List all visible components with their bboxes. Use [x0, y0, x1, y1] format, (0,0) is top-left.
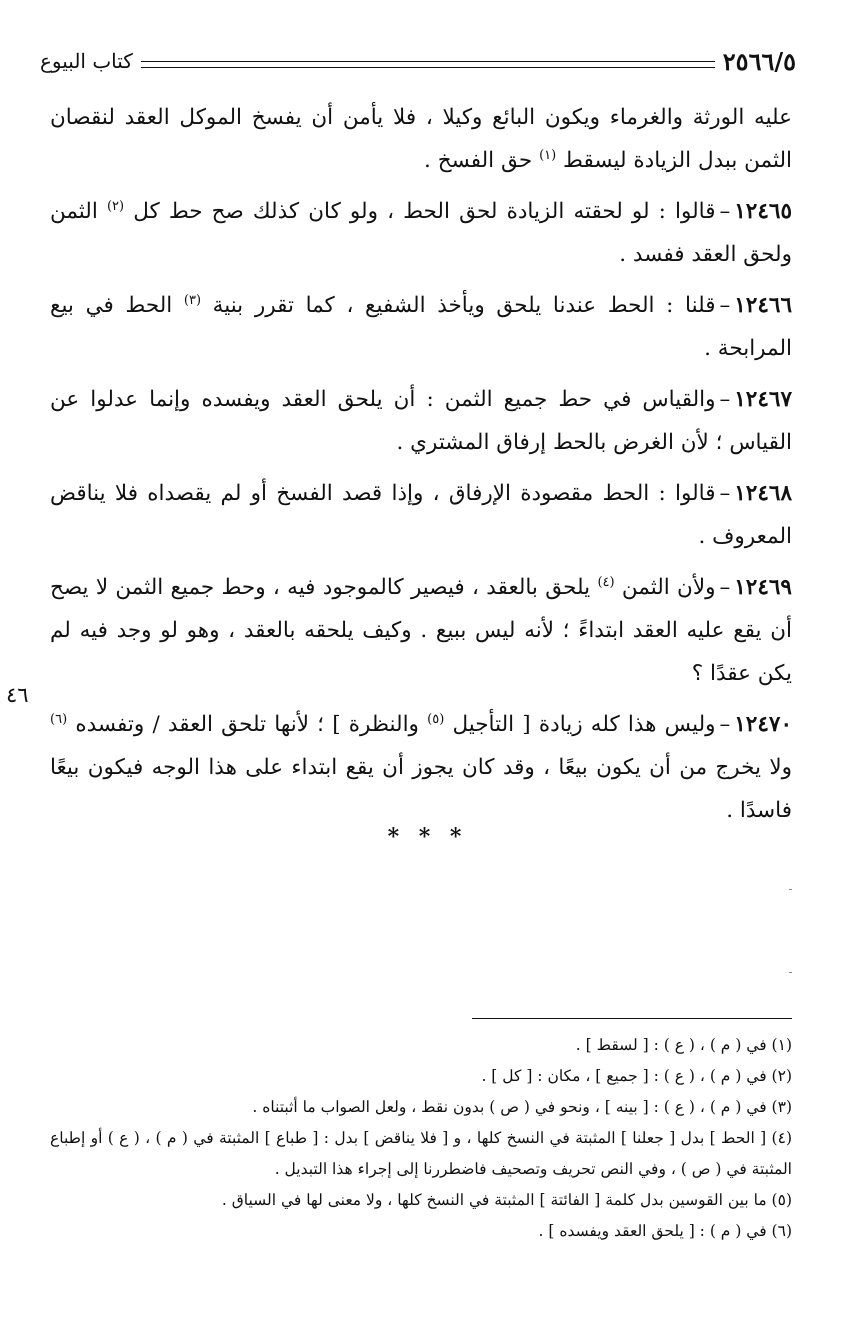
page-header [40, 44, 796, 78]
paragraph-number: ١٢٤٦٥ [734, 199, 792, 224]
paragraph [50, 566, 792, 695]
paragraph-text: وليس هذا كله زيادة [ التأجيل [444, 712, 716, 737]
footnote-reference: (٣) [183, 292, 202, 308]
running-title: كتاب البيوع [40, 49, 133, 73]
paragraph-text: قلنا : الحط عندنا يلحق ويأخذ الشفيع ، كما تقرر بنية [201, 293, 716, 318]
paragraph-text: والنظرة ] ؛ لأنها تلحق العقد / وتفسده [67, 712, 428, 737]
paragraph [50, 284, 792, 370]
footnote-reference: (٥) [427, 711, 445, 727]
paragraph-text: عليه الورثة والغرماء ويكون البائع وكيلا ، فلا يأمن أن يفسخ الموكل العقد لنقصان الثمن ببدل الزيادة ليسقط [50, 105, 792, 173]
number-dash: – [719, 481, 731, 506]
number-dash: – [719, 575, 731, 600]
number-dash: – [719, 199, 731, 224]
paragraph-number: ١٢٤٦٧ [734, 387, 792, 412]
paragraph [50, 96, 792, 182]
footnote-reference: (٤) [597, 574, 615, 590]
margin-tick [789, 972, 792, 973]
paragraph-text: قالوا : لو لحقته الزيادة لحق الحط ، ولو كان كذلك صح حط كل [124, 199, 716, 224]
footnote: (٦) في ( م ) : [ يلحق العقد ويفسده ] . [538, 1222, 792, 1240]
paragraph-text: والقياس في حط جميع الثمن : أن يلحق العقد ويفسده وإنما عدلوا عن القياس ؛ لأن الغرض بالحط إرفاق المشتري . [50, 387, 792, 455]
paragraph-text: قالوا : الحط مقصودة الإرفاق ، وإذا قصد الفسخ أو لم يقصداه فلا يناقض المعروف . [50, 481, 792, 549]
paragraph-text: الحط في بيع المرابحة . [50, 293, 792, 361]
number-dash: – [719, 712, 731, 737]
footnote: (٤) [ الحط ] بدل [ جعلنا ] المثبتة في النسخ كلها ، و [ فلا يناقض ] بدل : [ طباع ] المثبتة في ( م ) ، ( ع ) أو إطباع المثبتة في ( ص ) ، وفي النص تحريف وتصحيف فاضطررنا إلى إجراء هذا التبديل . [50, 1129, 792, 1178]
footnote-reference: (٦) [50, 711, 68, 727]
paragraph-text: حق الفسخ . [424, 148, 540, 173]
footnotes [50, 1030, 792, 1247]
paragraph-number: ١٢٤٧٠ [734, 712, 792, 737]
body-text [50, 96, 792, 840]
section-separator: * * * [387, 824, 468, 850]
paragraph-text: ولا يخرج من أن يكون بيعًا ، وقد كان يجوز أن يقع ابتداء على هذا الوجه فيكون بيعًا فاسدًا . [50, 755, 792, 823]
number-dash: – [719, 387, 731, 412]
paragraph [50, 378, 792, 464]
header-rule [141, 61, 715, 68]
footnote: (٥) ما بين القوسين بدل كلمة [ الفائتة ] المثبتة في النسخ كلها ، ولا معنى لها في السياق . [221, 1191, 792, 1209]
paragraph-text: يلحق بالعقد ، فيصير كالموجود فيه ، وحط جميع الثمن لا يصح أن يقع عليه العقد ابتداءً ؛ لأنه ليس ببيع . وكيف يلحقه بالعقد ، وهو لو وجد فيه لم يكن عقدًا ؟ [50, 575, 792, 686]
paragraph [50, 190, 792, 276]
paragraph-number: ١٢٤٦٩ [734, 575, 792, 600]
paragraph [50, 703, 792, 832]
paragraph-number: ١٢٤٦٨ [734, 481, 792, 506]
footnote-reference: (١) [539, 147, 557, 163]
footnote: (٣) في ( م ) ، ( ع ) : [ بينه ] ، ونحو في ( ص ) بدون نقط ، ولعل الصواب ما أثبتناه . [252, 1098, 792, 1116]
footnote: (٢) في ( م ) ، ( ع ) : [ جميع ] ، مكان : [ كل ] . [481, 1067, 792, 1085]
page-number: ٢٥٦٦/٥ [722, 46, 796, 76]
footnote-reference: (٢) [106, 198, 125, 214]
paragraph-text: الثمن ولحق العقد ففسد . [50, 199, 792, 267]
footnote-rule [472, 1018, 792, 1019]
paragraph [50, 472, 792, 558]
margin-page-note: ٤٦ [6, 683, 29, 707]
paragraph-number: ١٢٤٦٦ [734, 293, 792, 318]
number-dash: – [719, 293, 731, 318]
margin-tick [789, 889, 792, 890]
paragraph-text: ولأن الثمن [614, 575, 716, 600]
footnote: (١) في ( م ) ، ( ع ) : [ لسقط ] . [575, 1036, 792, 1054]
